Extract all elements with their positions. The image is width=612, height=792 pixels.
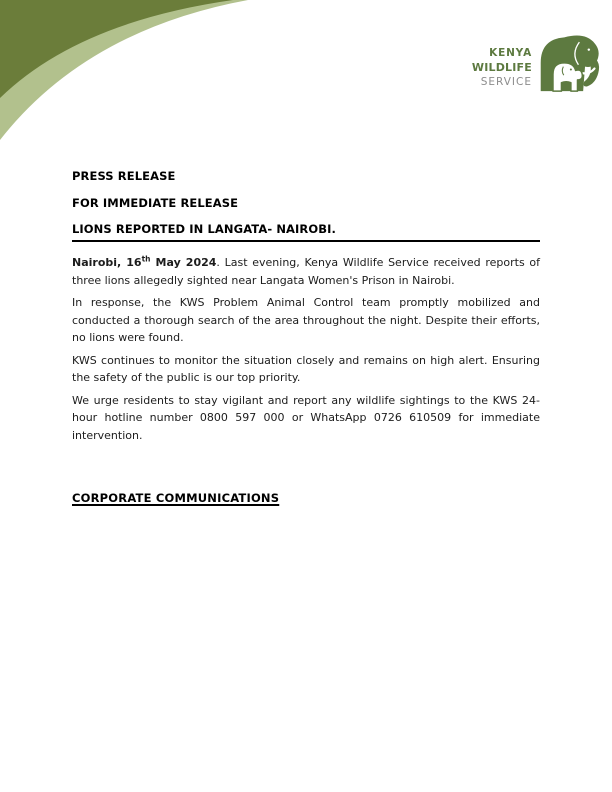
- dateline-city-date: Nairobi, 16: [72, 256, 142, 269]
- signature-line: CORPORATE COMMUNICATIONS: [72, 491, 280, 505]
- document-body: [72, 169, 540, 517]
- adult-elephant-eye: [588, 48, 590, 50]
- elephant-icon: [536, 28, 602, 94]
- immediate-release-heading: FOR IMMEDIATE RELEASE: [72, 195, 239, 210]
- logo-word-wildlife: WILDLIFE: [471, 60, 532, 74]
- paragraph-monitoring: KWS continues to monitor the situation closely and remains on high alert. Ensuring the safety of the public is our top priority.: [72, 353, 540, 384]
- kws-logo: [470, 28, 602, 94]
- paragraph-hotline: We urge residents to stay vigilant and report any wildlife sightings to the KWS 24-hour hotline number 0800 597 000 or WhatsApp 0726 610509 for immediate intervention.: [72, 393, 540, 442]
- press-release-heading: PRESS RELEASE: [72, 169, 176, 183]
- baby-elephant-eye: [570, 68, 572, 70]
- paragraph-dateline-text: . Last evening, Kenya Wildlife Service received reports of three lions allegedly sighted near Langata Women's Prison in Nairobi.: [72, 256, 540, 287]
- kws-logo-wordmark: [470, 46, 532, 90]
- corner-decoration: [0, 0, 262, 150]
- date-ordinal-suffix: th: [141, 254, 151, 264]
- document-title: LIONS REPORTED IN LANGATA- NAIROBI.: [72, 222, 540, 242]
- paragraph-response: In response, the KWS Problem Animal Control team promptly mobilized and conducted a thorough search of the area throughout the night. Despite their efforts, no lions were found.: [72, 296, 540, 344]
- logo-word-kenya: KENYA: [489, 47, 532, 60]
- dateline-month-year: May 2024: [150, 256, 217, 269]
- logo-word-service: SERVICE: [480, 76, 532, 89]
- paragraph-dateline: [72, 254, 540, 289]
